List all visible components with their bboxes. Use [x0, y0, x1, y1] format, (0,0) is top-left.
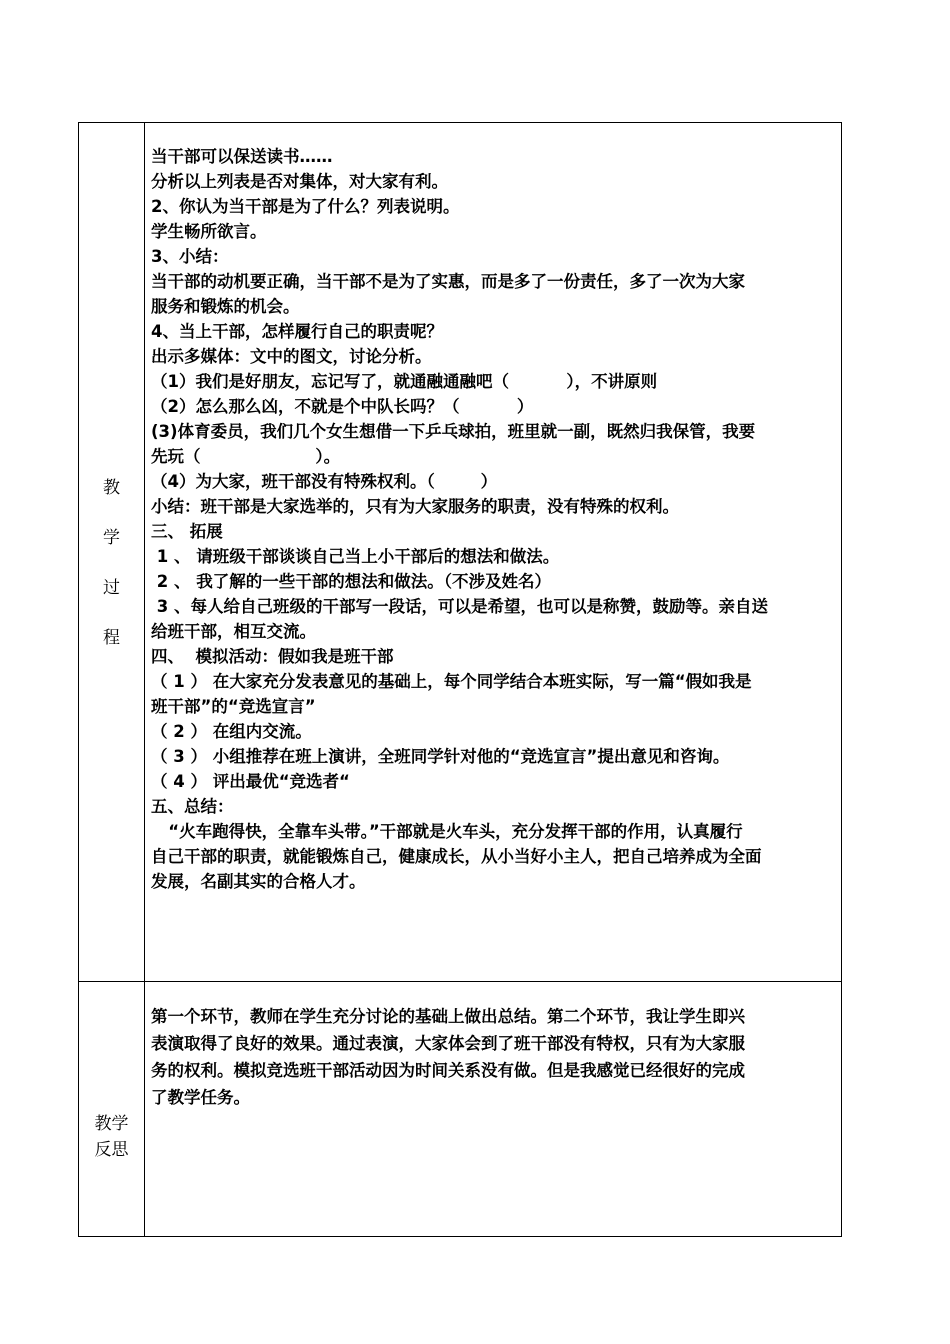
- reflection-line: 第一个环节，教师在学生充分讨论的基础上做出总结。第二个环节，我让学生即兴: [151, 1007, 745, 1026]
- process-line: 2、你认为当干部是为了什么？列表说明。: [151, 197, 460, 216]
- process-line: 发展，名副其实的合格人才。: [151, 872, 366, 891]
- process-line: 3 、每人给自己班级的干部写一段话，可以是希望，也可以是称赞，鼓励等。亲自送: [151, 597, 768, 616]
- reflection-label: [79, 1111, 144, 1163]
- process-line: 2 、 我了解的一些干部的想法和做法。（不涉及姓名）: [151, 572, 551, 591]
- process-line: （2）怎么那么凶，不就是个中队长吗？（ ）: [151, 397, 534, 416]
- process-label: [79, 463, 144, 663]
- process-line: 当干部的动机要正确，当干部不是为了实惠，而是多了一份责任，多了一次为大家: [151, 272, 745, 291]
- process-label-char: 过: [103, 578, 120, 598]
- reflection-label-line: 反思: [94, 1140, 129, 1160]
- process-line: （ 4 ） 评出最优“竞选者“: [151, 772, 350, 791]
- reflection-line: 了教学任务。: [151, 1088, 250, 1107]
- process-line: （4）为大家，班干部没有特殊权利。（ ）: [151, 472, 498, 491]
- process-line: 给班干部，相互交流。: [151, 622, 316, 641]
- process-line: 当干部可以保送读书……: [151, 147, 333, 166]
- process-line: 4、当上干部，怎样履行自己的职责呢？: [151, 322, 443, 341]
- process-line: （1）我们是好朋友，忘记写了，就通融通融吧（ ），不讲原则: [151, 372, 658, 391]
- reflection-content: [151, 1003, 837, 1111]
- row-divider: [79, 981, 841, 982]
- process-line: “火车跑得快，全靠车头带。”干部就是火车头，充分发挥干部的作用，认真履行: [151, 822, 743, 841]
- process-line: 四、 模拟活动：假如我是班干部: [151, 647, 394, 666]
- process-label-char: 学: [103, 528, 120, 548]
- process-line: 服务和锻炼的机会。: [151, 297, 300, 316]
- process-content: [151, 144, 837, 894]
- process-line: 小结：班干部是大家选举的，只有为大家服务的职责，没有特殊的权利。: [151, 497, 679, 516]
- process-line: 1 、 请班级干部谈谈自己当上小干部后的想法和做法。: [151, 547, 560, 566]
- process-line: 五、总结：: [151, 797, 234, 816]
- reflection-line: 表演取得了良好的效果。通过表演，大家体会到了班干部没有特权，只有为大家服: [151, 1034, 745, 1053]
- process-line: (3)体育委员，我们几个女生想借一下乒乓球拍，班里就一副，既然归我保管，我要: [151, 422, 756, 441]
- process-line: 分析以上列表是否对集体，对大家有利。: [151, 172, 448, 191]
- process-line: 学生畅所欲言。: [151, 222, 267, 241]
- process-line: 自己干部的职责，就能锻炼自己，健康成长，从小当好小主人，把自己培养成为全面: [151, 847, 762, 866]
- process-line: 先玩（ ）。: [151, 447, 341, 466]
- process-label-char: 教: [103, 478, 120, 498]
- process-line: （ 2 ） 在组内交流。: [151, 722, 312, 741]
- process-line: （ 1 ） 在大家充分发表意见的基础上，每个同学结合本班实际，写一篇“假如我是: [151, 672, 752, 691]
- column-divider: [144, 123, 145, 1236]
- process-line: 班干部”的“竞选宣言”: [151, 697, 316, 716]
- process-line: 3、小结：: [151, 247, 229, 266]
- process-label-char: 程: [103, 628, 120, 648]
- reflection-line: 务的权利。模拟竞选班干部活动因为时间关系没有做。但是我感觉已经很好的完成: [151, 1061, 745, 1080]
- process-line: 出示多媒体：文中的图文，讨论分析。: [151, 347, 432, 366]
- process-line: （ 3 ） 小组推荐在班上演讲，全班同学针对他的“竞选宣言”提出意见和咨询。: [151, 747, 730, 766]
- reflection-label-line: 教学: [94, 1114, 129, 1134]
- process-line: 三、 拓展: [151, 522, 223, 541]
